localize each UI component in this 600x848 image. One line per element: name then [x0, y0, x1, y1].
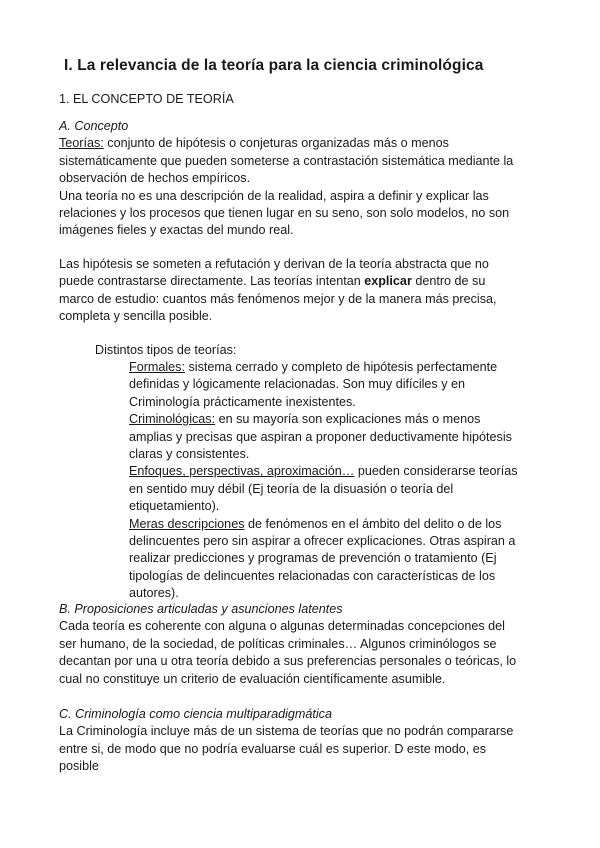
- page-title: I. La relevancia de la teoría para la ciencia criminológica: [64, 57, 484, 74]
- types-intro: Distintos tipos de teorías:: [95, 343, 237, 357]
- subsection-c: [59, 706, 521, 776]
- list-item-term: Criminológicas:: [129, 412, 216, 427]
- definition-term: Teorías:: [59, 136, 104, 151]
- list-item: [129, 359, 521, 411]
- subsection-b-heading: B. Proposiciones articuladas y asunciones latentes: [59, 602, 343, 616]
- hypothesis-text-a: Las hipótesis se someten a refutación y derivan de la teoría abstracta que no puede contrastarse directamente. Las teorías intentan: [59, 257, 489, 289]
- list-item-term: Enfoques, perspectivas, aproximación…: [129, 464, 355, 479]
- definition-paragraph: [59, 135, 521, 187]
- list-item-text: sistema cerrado y completo de hipótesis perfectamente definidas y lógicamente relacionadas. Son muy difíciles y en Criminología prácticamente inexistentes.: [129, 360, 498, 409]
- subsection-a-heading: A. Concepto: [59, 119, 129, 133]
- list-item-text: pueden considerarse teorías en sentido muy débil (Ej teoría de la disuasión o teoría del etiquetamiento).: [129, 464, 518, 514]
- subsection-a: [59, 118, 521, 240]
- theory-paragraph: Una teoría no es una descripción de la realidad, aspira a definir y explicar las relaciones y los procesos que tienen lugar en su seno, son solo modelos, no son imágenes fieles y exactas del mundo real.: [59, 188, 510, 238]
- list-item-text: de fenómenos en el ámbito del delito o de los delincuentes pero sin aspirar a ofrecer explicaciones. Otras aspiran a realizar predicciones y programas de prevención o tratamiento (Ej tipologías de delincuentes relacionadas con características de los autores).: [129, 516, 516, 601]
- subsection-c-heading: C. Criminología como ciencia multiparadigmática: [59, 707, 332, 721]
- definition-text: conjunto de hipótesis o conjeturas organizadas más o menos sistemáticamente que pueden someterse a contrastación sistemática mediante la observación de hechos empíricos.: [59, 136, 514, 186]
- list-item-text: en su mayoría son explicaciones más o menos amplias y precisas que aspiran a proponer deductivamente hipótesis claras y consistentes.: [129, 412, 512, 462]
- subsection-c-text: La Criminología incluye más de un sistema de teorías que no podrán compararse entre si, de modo que no podría evaluarse cuál es superior. D este modo, es posible: [59, 724, 514, 774]
- list-item: [129, 516, 521, 603]
- subsection-b: [59, 601, 521, 688]
- list-item-term: Meras descripciones: [129, 516, 245, 531]
- hypothesis-paragraph: [59, 256, 521, 326]
- list-item-term: Formales:: [129, 360, 185, 374]
- list-item: [129, 411, 521, 463]
- section-heading: 1. EL CONCEPTO DE TEORÍA: [59, 92, 234, 106]
- list-item: [129, 463, 521, 515]
- hypothesis-text-b: dentro de su marco de estudio: cuantos más fenómenos mejor y de la manera más precisa, completa y sencilla posible.: [59, 274, 497, 324]
- hypothesis-bold-word: explicar: [364, 274, 412, 289]
- types-list: [129, 359, 521, 603]
- subsection-b-text: Cada teoría es coherente con alguna o algunas determinadas concepciones del ser humano, de la sociedad, de políticas criminales… Algunos criminólogos se decantan por una u otra teoría debido a sus preferencias personales o teóricas, lo cual no constituye un criterio de evaluación científicamente asumible.: [59, 619, 517, 686]
